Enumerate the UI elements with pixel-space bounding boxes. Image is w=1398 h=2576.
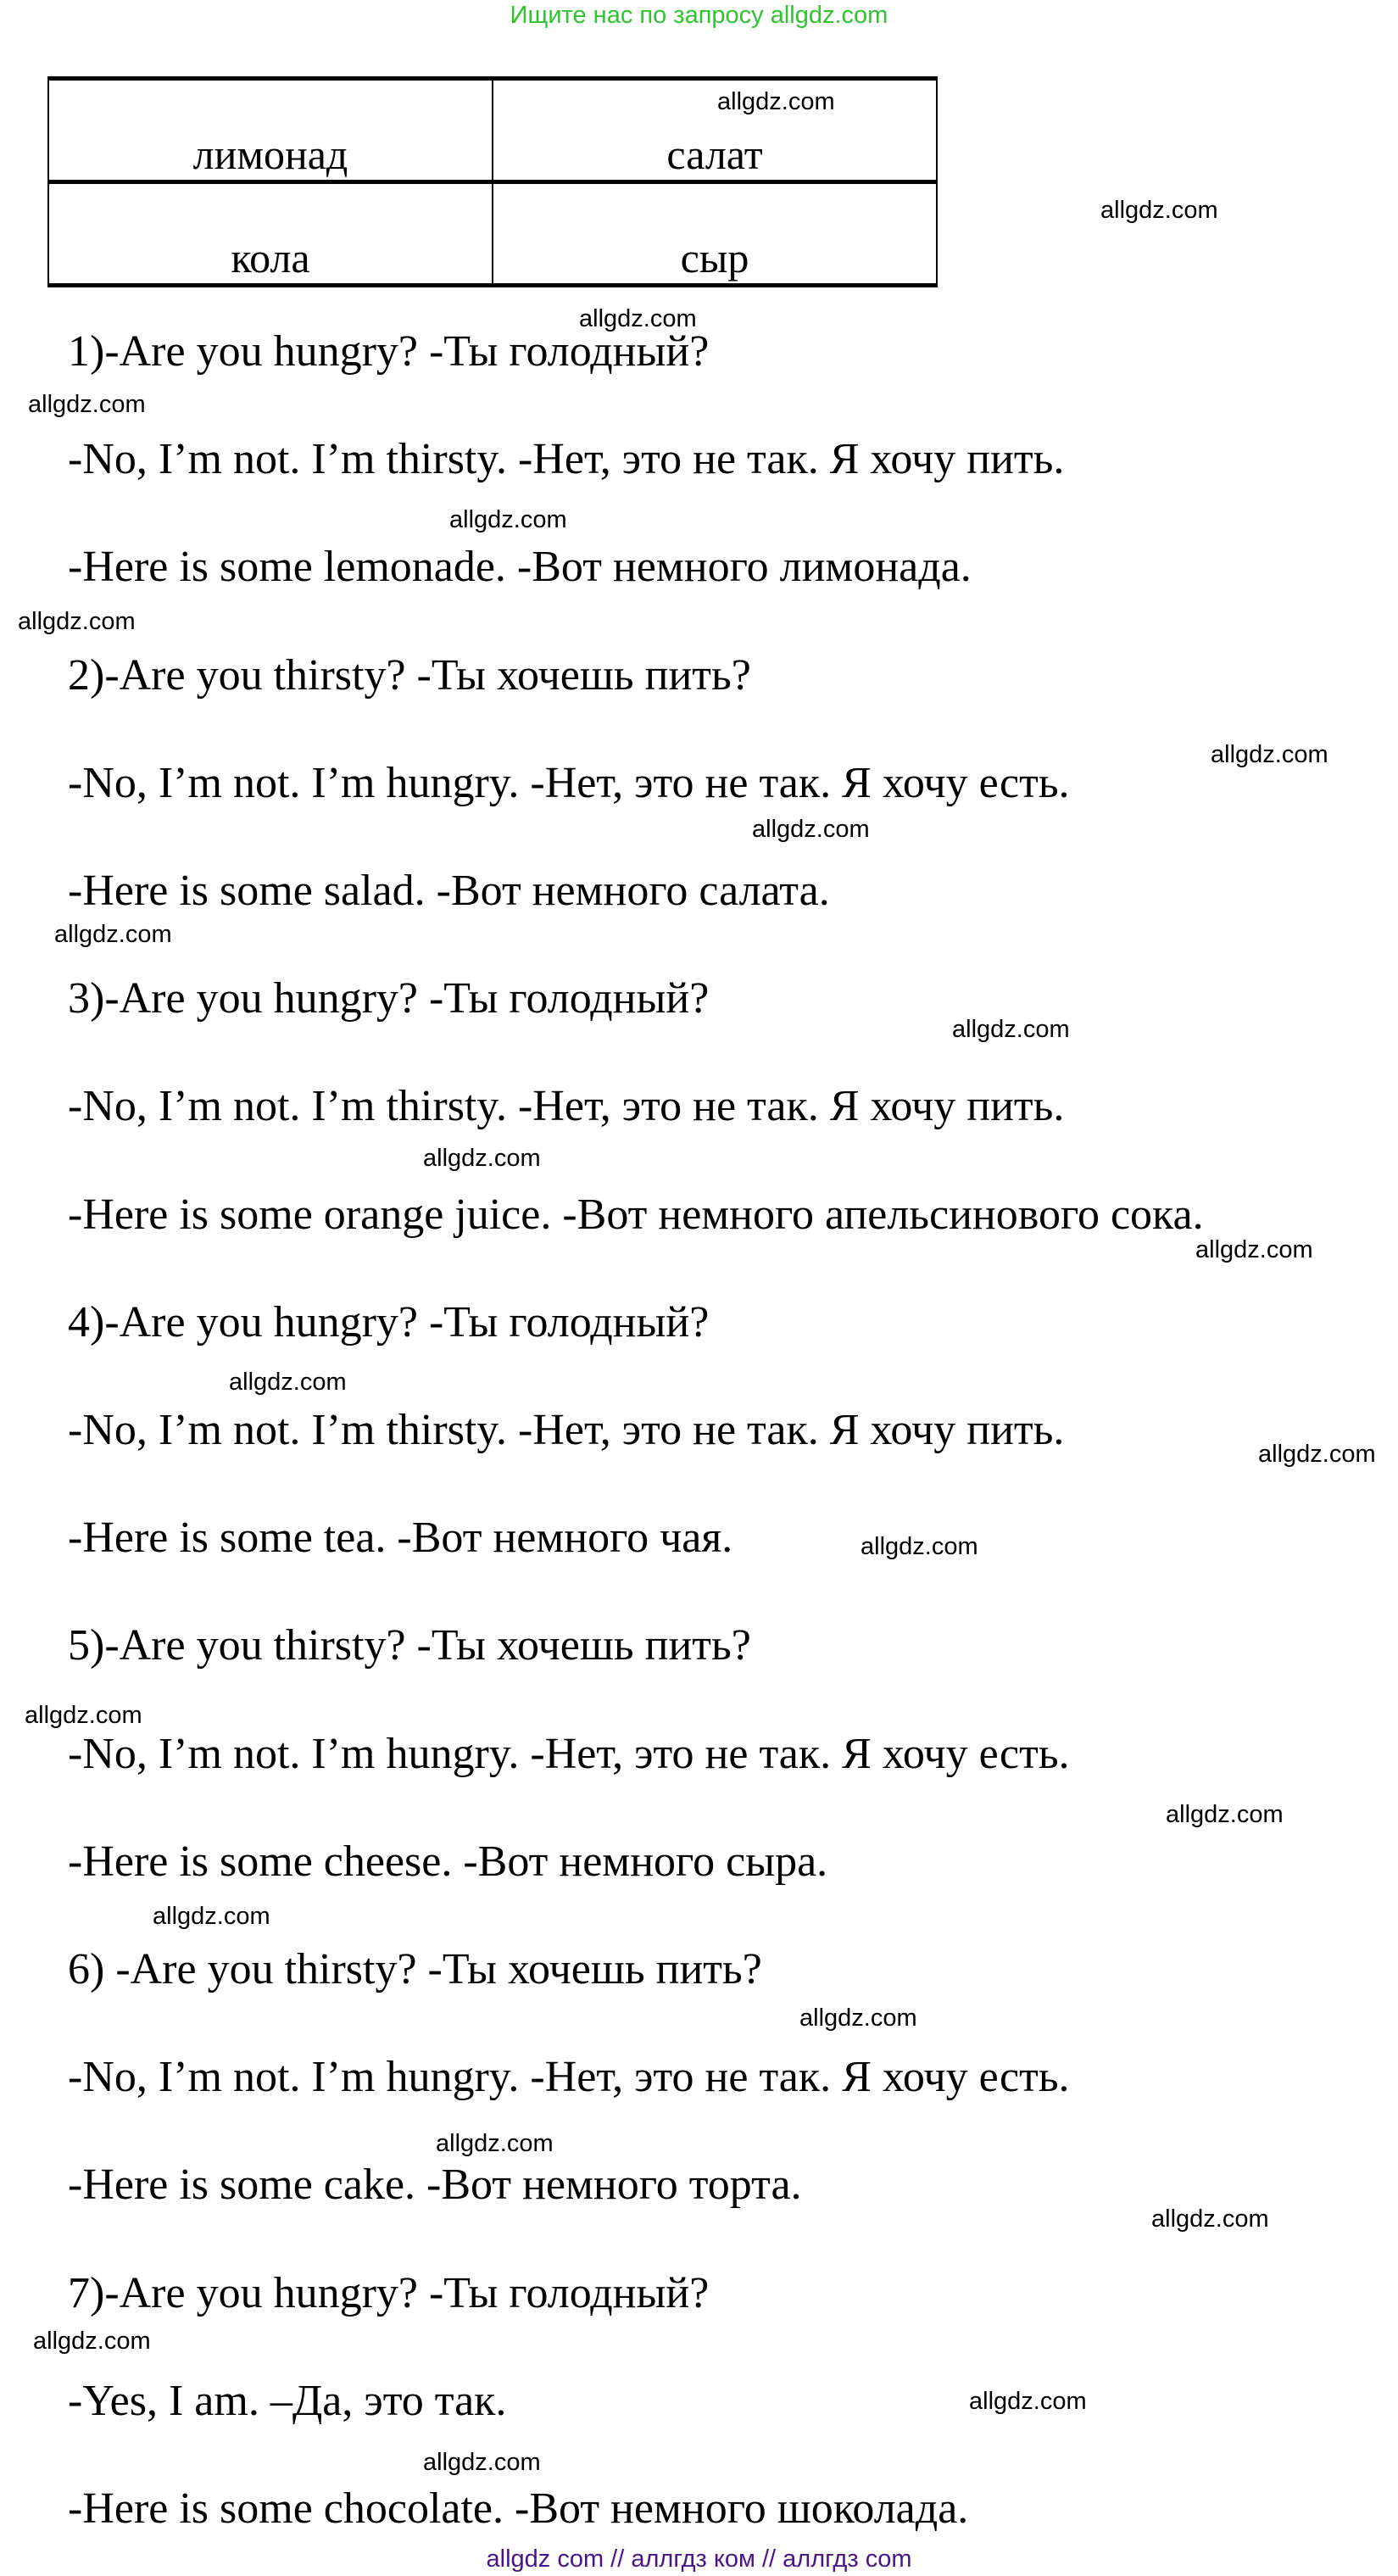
dialogue-line: -No, I’m not. I’m hungry. -Нет, это не так. Я хочу есть. [68, 2053, 1070, 2102]
watermark-text: allgdz.com [436, 2130, 554, 2157]
watermark-text: allgdz.com [579, 305, 697, 332]
dialogue-line: -Here is some cheese. -Вот немного сыра. [68, 1837, 828, 1886]
watermark-text: allgdz.com [1166, 1801, 1284, 1828]
watermark-text: allgdz.com [33, 2328, 151, 2355]
dialogue-line: -Here is some orange juice. -Вот немного апельсинового сока. [68, 1190, 1204, 1239]
search-hint-header: Ищите нас по запросу allgdz.com [510, 2, 888, 29]
dialogue-line: -No, I’m not. I’m hungry. -Нет, это не так. Я хочу есть. [68, 758, 1070, 807]
watermark-text: allgdz.com [1258, 1441, 1376, 1468]
dialogue-line: -Here is some salad. -Вот немного салата. [68, 867, 830, 915]
dialogue-line: -No, I’m not. I’m hungry. -Нет, это не так. Я хочу есть. [68, 1729, 1070, 1778]
dialogue-line: 2)-Are you thirsty? -Ты хочешь пить? [68, 650, 751, 700]
watermark-text: allgdz.com [449, 506, 567, 533]
table-cell: кола [48, 182, 493, 286]
watermark-text: allgdz.com [752, 816, 870, 843]
watermark-text: allgdz.com [717, 88, 835, 115]
watermark-text: allgdz.com [952, 1016, 1070, 1043]
watermark-text: allgdz.com [1100, 197, 1218, 224]
watermark-text: allgdz.com [423, 2449, 541, 2476]
watermark-text: allgdz.com [969, 2388, 1087, 2415]
watermark-text: allgdz.com [1195, 1236, 1313, 1263]
dialogue-line: 4)-Are you hungry? -Ты голодный? [68, 1297, 710, 1347]
watermark-text: allgdz.com [1151, 2205, 1269, 2233]
watermark-text: allgdz.com [153, 1903, 270, 1930]
dialogue-line: -Here is some chocolate. -Вот немного шоколада. [68, 2484, 969, 2533]
watermark-text: allgdz.com [54, 921, 172, 948]
table-cell: лимонад [48, 79, 493, 182]
dialogue-line: -No, I’m not. I’m thirsty. -Нет, это не так. Я хочу пить. [68, 435, 1065, 484]
dialogue-line: -Here is some lemonade. -Вот немного лимонада. [68, 543, 972, 592]
dialogue-line: 5)-Are you thirsty? -Ты хочешь пить? [68, 1621, 751, 1670]
dialogue-line: -No, I’m not. I’m thirsty. -Нет, это не так. Я хочу пить. [68, 1406, 1065, 1454]
dialogue-line: 3)-Are you hungry? -Ты голодный? [68, 974, 710, 1023]
watermark-text: allgdz.com [28, 391, 146, 418]
dialogue-line: 7)-Are you hungry? -Ты голодный? [68, 2268, 710, 2317]
dialogue-line: 6) -Are you thirsty? -Ты хочешь пить? [68, 1945, 762, 1993]
watermark-text: allgdz.com [25, 1702, 142, 1729]
watermark-text: allgdz.com [229, 1369, 347, 1396]
footer-links: allgdz com // аллгдз ком // аллгдз com [486, 2545, 912, 2573]
watermark-text: allgdz.com [423, 1145, 541, 1172]
table-cell: сыр [493, 182, 937, 286]
watermark-text: allgdz.com [861, 1533, 978, 1560]
table-cell: салат [493, 79, 937, 182]
watermark-text: allgdz.com [18, 608, 136, 635]
dialogue-line: -Here is some cake. -Вот немного торта. [68, 2161, 802, 2210]
dialogue-line: 1)-Are you hungry? -Ты голодный? [68, 327, 710, 376]
dialogue-line: -Here is some tea. -Вот немного чая. [68, 1514, 733, 1563]
dialogue-line: -No, I’m not. I’m thirsty. -Нет, это не так. Я хочу пить. [68, 1082, 1065, 1131]
watermark-text: allgdz.com [799, 2004, 917, 2032]
table-row [48, 182, 937, 286]
watermark-text: allgdz.com [1211, 741, 1328, 768]
dialogue-line: -Yes, I am. –Да, это так. [68, 2376, 507, 2425]
